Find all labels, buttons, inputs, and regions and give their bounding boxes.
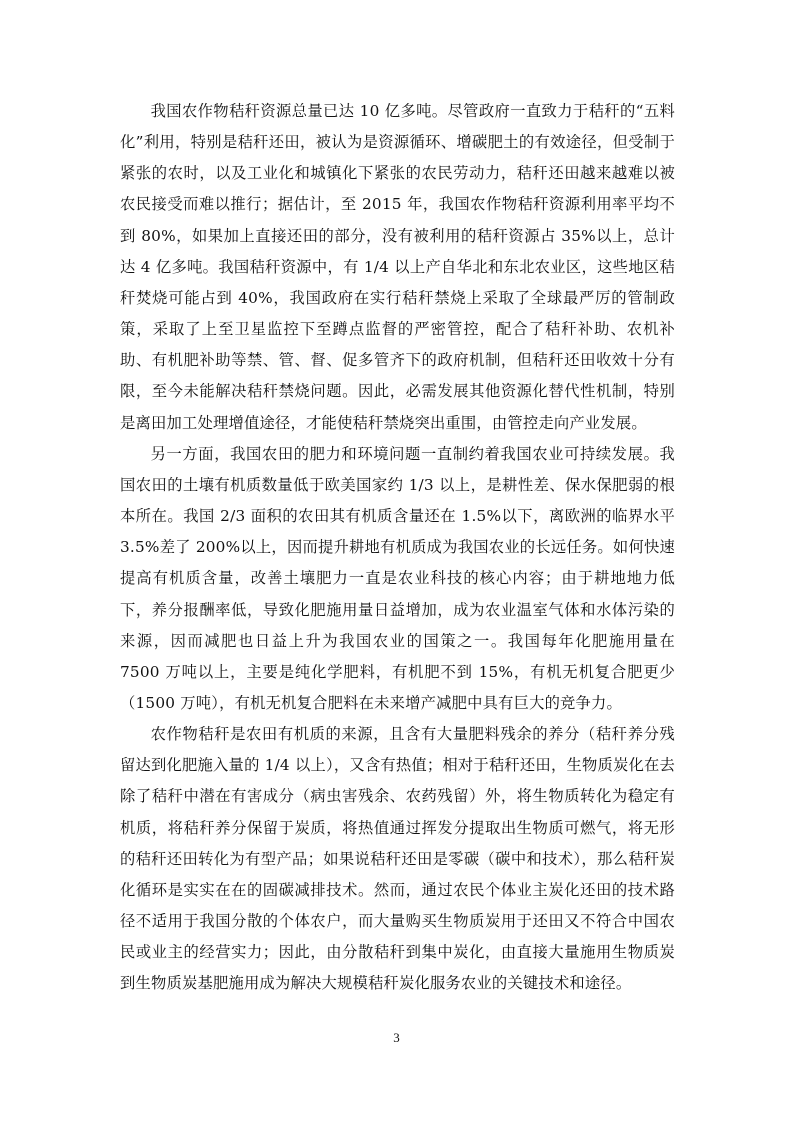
paragraph-straw-resources: 我国农作物秸秆资源总量已达 10 亿多吨。尽管政府一直致力于秸秆的“五料化”利用，特别是秸秆还田，被认为是资源循环、增碳肥土的有效途径，但受制于紧张的农时，以及工业化和城镇化下紧张的农民劳动力，秸秆还田越来越难以被农民接受而难以推行；据估计，至 2015 年，我国农作物秸秆资源利用率平均不到 80%，如果加上直接还田的部分，没有被利用的秸秆资源占 35%以上，总计达 4 亿多吨。我国秸秆资源中，有 1/4 以上产自华北和东北农业区，这些地区秸秆焚烧可能占到 40%，我国政府在实行秸秆禁烧上采取了全球最严厉的管制政策，采取了上至卫星监控下至蹲点监督的严密管控，配合了秸秆补助、农机补助、有机肥补助等禁、管、督、促多管齐下的政府机制，但秸秆还田收效十分有限，至今未能解决秸秆禁烧问题。因此，必需发展其他资源化替代性机制，特别是离田加工处理增值途径，才能使秸秆禁烧突出重围，由管控走向产业发展。 (120, 102, 675, 432)
body-text (120, 96, 675, 1000)
paragraph-straw-carbonization: 农作物秸秆是农田有机质的来源，且含有大量肥料残余的养分（秸秆养分残留达到化肥施入量的 1/4 以上），又含有热值；相对于秸秆还田，生物质炭化在去除了秸秆中潜在有害成分（病虫害残余、农药残留）外，将生物质转化为稳定有机质，将秸秆养分保留于炭质，将热值通过挥发分提取出生物质可燃气，将无形的秸秆还田转化为有型产品；如果说秸秆还田是零碳（碳中和技术），那么秸秆炭化循环是实实在在的固碳减排技术。然而，通过农民个体业主炭化还田的技术路径不适用于我国分散的个体农户，而大量购买生物质炭用于还田又不符合中国农民或业主的经营实力；因此，由分散秸秆到集中炭化，由直接大量施用生物质炭到生物质炭基肥施用成为解决大规模秸秆炭化服务农业的关键技术和途径。 (120, 725, 675, 993)
paragraph-soil-fertility: 另一方面，我国农田的肥力和环境问题一直制约着我国农业可持续发展。我国农田的土壤有机质数量低于欧美国家约 1/3 以上，是耕性差、保水保肥弱的根本所在。我国 2/3 面积的农田其有机质含量还在 1.5%以下，离欧洲的临界水平 3.5%差了 200%以上，因而提升耕地有机质成为我国农业的长远任务。如何快速提高有机质含量，改善土壤肥力一直是农业科技的核心内容；由于耕地地力低下，养分报酬率低，导致化肥施用量日益增加，成为农业温室气体和水体污染的来源，因而减肥也日益上升为我国农业的国策之一。我国每年化肥施用量在 7500 万吨以上，主要是纯化学肥料，有机肥不到 15%，有机无机复合肥更少（1500 万吨），有机无机复合肥料在未来增产减肥中具有巨大的竞争力。 (120, 444, 675, 712)
page-number: 3 (393, 1030, 400, 1045)
